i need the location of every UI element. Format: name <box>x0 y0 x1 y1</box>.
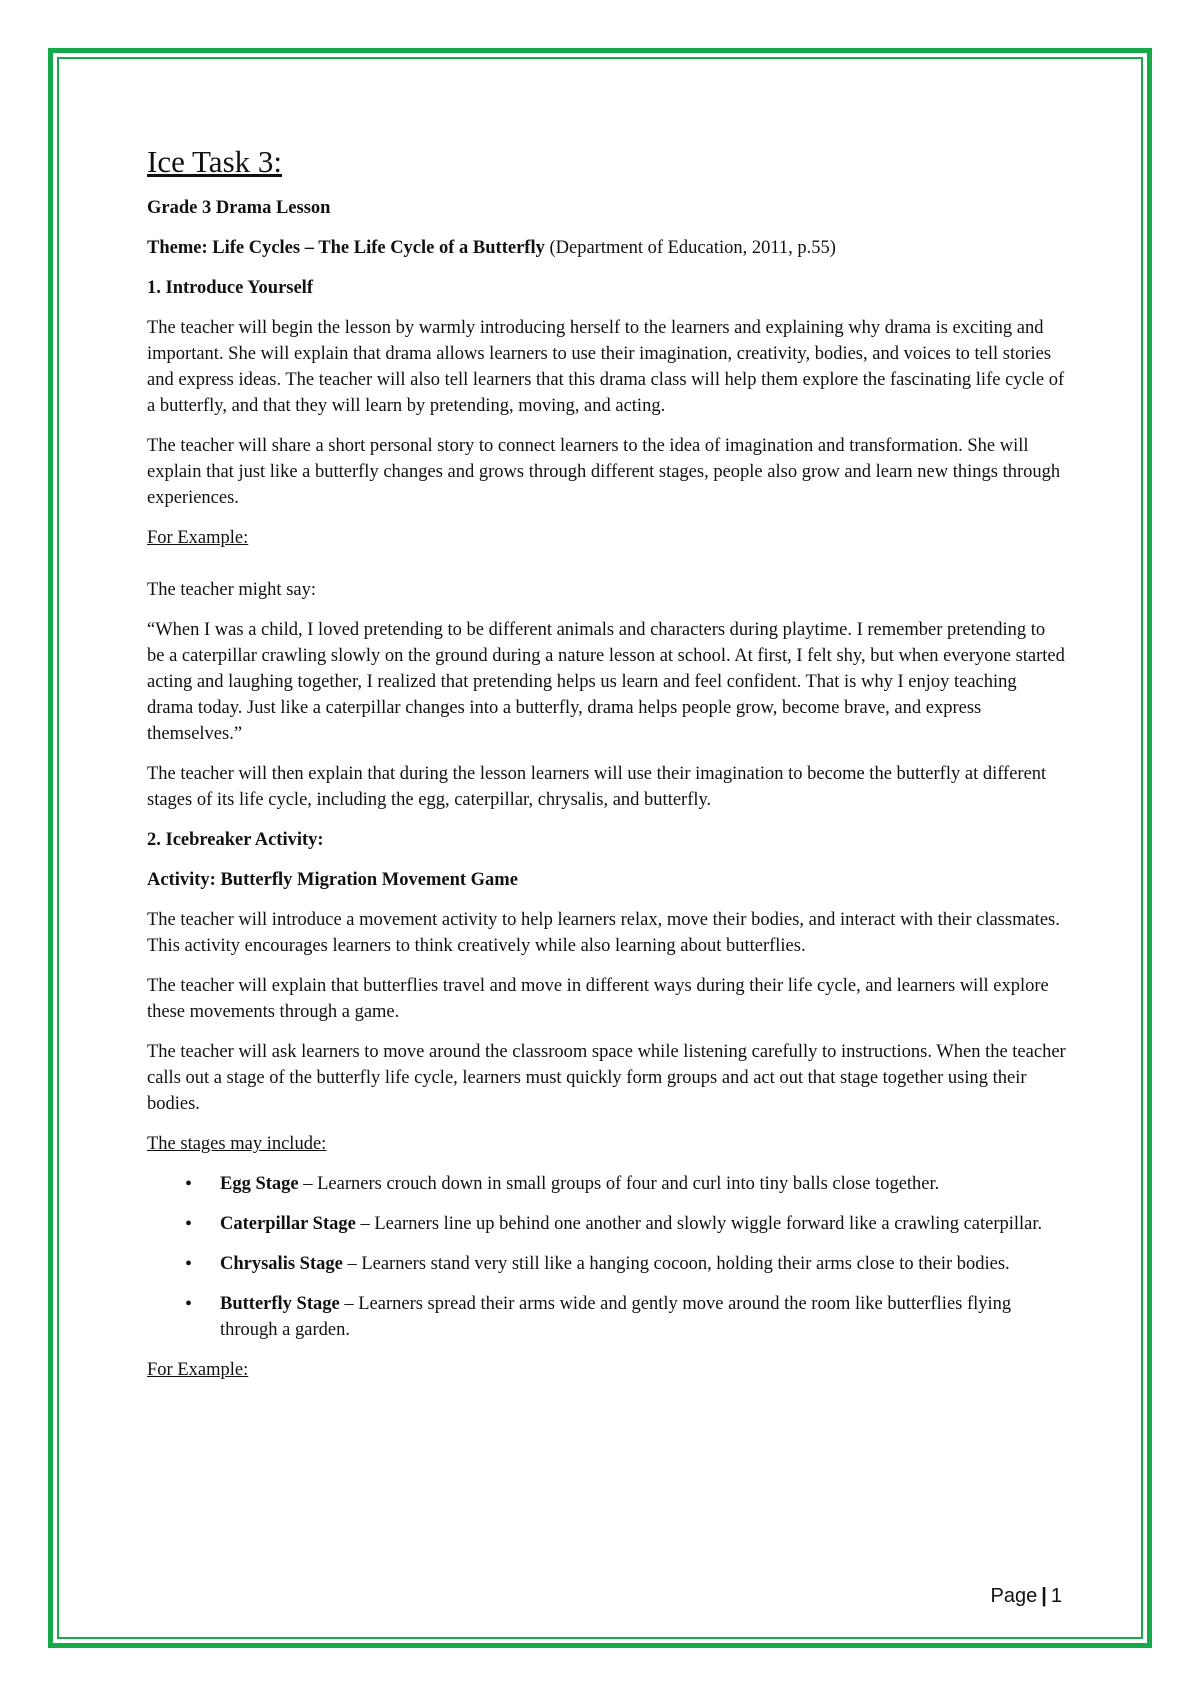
stage-description: – Learners stand very still like a hanging cocoon, holding their arms close to their bodies. <box>342 1254 1010 1274</box>
section-1-paragraph-2: The teacher will share a short personal story to connect learners to the idea of imagination and transformation. She will explain that just like a butterfly changes and grows through different stages, people also grow and learn new things through experiences. <box>147 436 1061 508</box>
teacher-quote: “When I was a child, I loved pretending to be different animals and characters during playtime. I remember pretending to be a caterpillar crawling slowly on the ground during a nature lesson at school. At first, I felt shy, but when everyone started acting and laughing together, I realized that pretending helps us learn and feel confident. That is why I enjoy teaching drama today. Just like a caterpillar changes into a butterfly, drama helps people grow, become brave, and express themselves.” <box>147 620 1065 744</box>
teacher-might-say: The teacher might say: <box>147 580 317 600</box>
stage-description: – Learners spread their arms wide and gently move around the room like butterflies flying through a garden. <box>220 1294 1012 1340</box>
theme-citation: (Department of Education, 2011, p.55) <box>544 238 836 258</box>
stage-name: Butterfly Stage <box>220 1294 340 1314</box>
section-1-heading: 1. Introduce Yourself <box>147 278 313 298</box>
document-title: Ice Task 3: <box>147 144 282 179</box>
stage-description: – Learners line up behind one another and slowly wiggle forward like a crawling caterpillar. <box>355 1214 1043 1234</box>
page-separator: | <box>1041 1585 1047 1607</box>
section-1-paragraph-3: The teacher will then explain that during the lesson learners will use their imagination to become the butterfly at different stages of its life cycle, including the egg, caterpillar, chrysalis, and butterfly. <box>147 764 1047 810</box>
stages-list <box>147 1171 1067 1343</box>
section-1-paragraph-1: The teacher will begin the lesson by warmly introducing herself to the learners and explaining why drama is exciting and important. She will explain that drama allows learners to use their imagination, creativity, bodies, and voices to tell stories and express ideas. The teacher will also tell learners that this drama class will help them explore the fascinating life cycle of a butterfly, and that they will learn by pretending, moving, and acting. <box>147 318 1065 416</box>
page-footer <box>991 1585 1062 1608</box>
stage-name: Chrysalis Stage <box>220 1254 343 1274</box>
section-2-heading: 2. Icebreaker Activity: <box>147 830 324 850</box>
section-2-example-label: For Example: <box>147 1360 249 1380</box>
theme-line <box>147 235 1067 261</box>
stages-label: The stages may include: <box>147 1134 327 1154</box>
section-2-paragraph-2: The teacher will explain that butterflies travel and move in different ways during their life cycle, and learners will explore these movements through a game. <box>147 976 1049 1022</box>
section-1-example-label: For Example: <box>147 528 249 548</box>
list-item <box>220 1251 1067 1277</box>
stage-description: – Learners crouch down in small groups of four and curl into tiny balls close together. <box>298 1174 940 1194</box>
theme-label: Theme: Life Cycles – The Life Cycle of a Butterfly <box>147 238 545 258</box>
document-body <box>147 143 1067 1397</box>
lesson-subtitle: Grade 3 Drama Lesson <box>147 198 331 218</box>
page-number: 1 <box>1050 1585 1062 1607</box>
section-2-paragraph-3: The teacher will ask learners to move around the classroom space while listening carefully to instructions. When the teacher calls out a stage of the butterfly life cycle, learners must quickly form groups and act out that stage together using their bodies. <box>147 1042 1066 1114</box>
list-item <box>220 1291 1067 1343</box>
page-label: Page <box>990 1585 1038 1607</box>
list-item <box>220 1211 1067 1237</box>
section-2-paragraph-1: The teacher will introduce a movement activity to help learners relax, move their bodies, and interact with their classmates. This activity encourages learners to think creatively while also learning about butterflies. <box>147 910 1060 956</box>
activity-title: Activity: Butterfly Migration Movement Game <box>147 870 518 890</box>
stage-name: Caterpillar Stage <box>220 1214 356 1234</box>
stage-name: Egg Stage <box>220 1174 299 1194</box>
list-item <box>220 1171 1067 1197</box>
